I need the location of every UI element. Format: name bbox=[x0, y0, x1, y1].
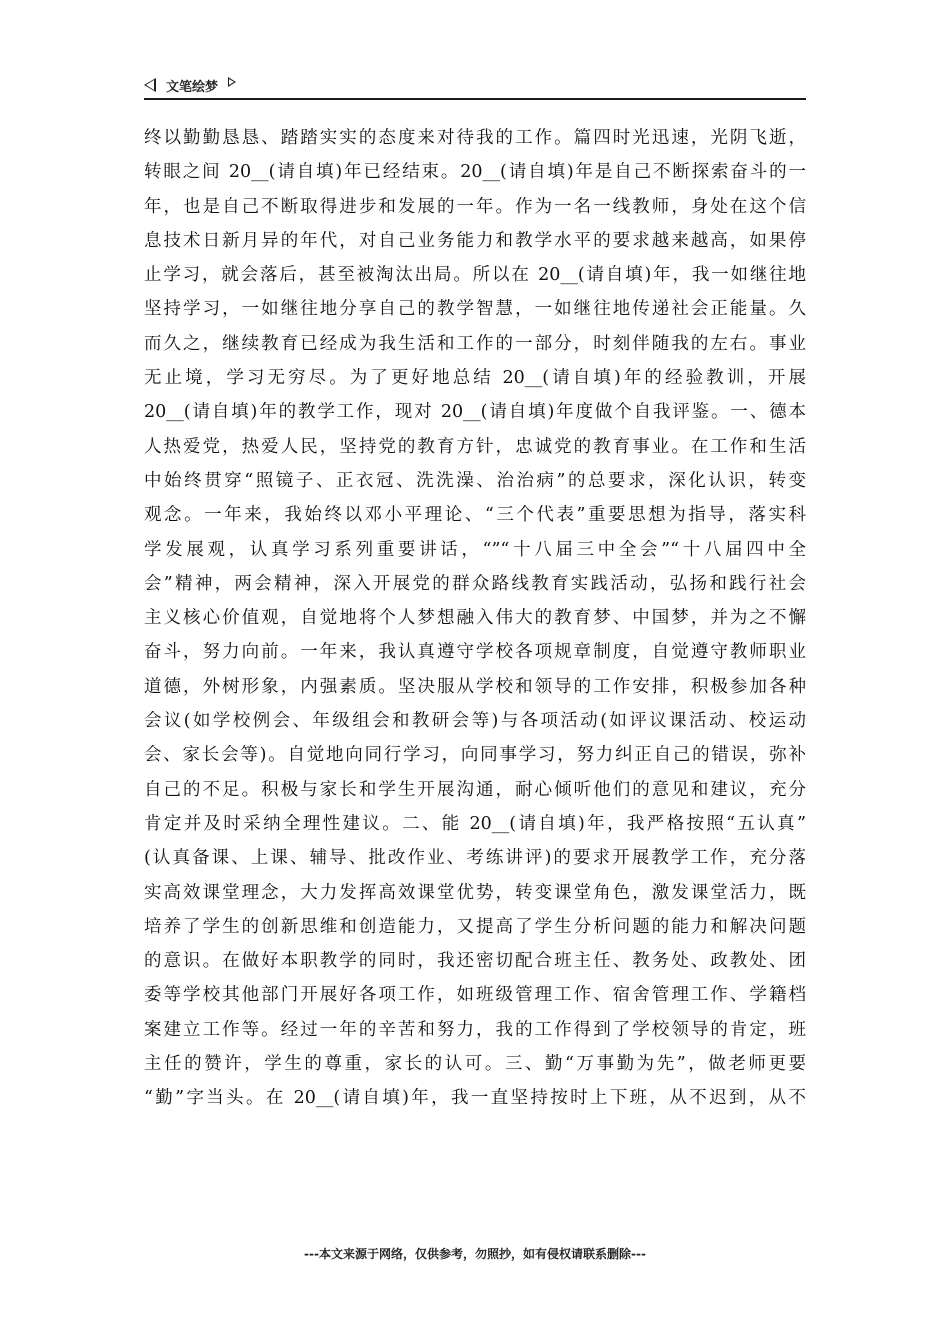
header-bar bbox=[144, 74, 806, 96]
body-line bbox=[144, 807, 806, 841]
body-line-text: “勤”字当头。在 20__(请自填)年，我一直坚持按时上下班，从不迟到，从不 bbox=[144, 1088, 806, 1109]
body-line bbox=[144, 567, 806, 601]
body-line bbox=[144, 498, 806, 532]
page-header bbox=[144, 74, 806, 100]
body-line-text: 奋斗，努力向前。一年来，我认真遵守学校各项规章制度，自觉遵守教师职业 bbox=[144, 642, 806, 663]
body-line-text: 人热爱党，热爱人民，坚持党的教育方针，忠诚党的教育事业。在工作和生活 bbox=[144, 436, 806, 457]
body-line-text: 转眼之间 20__(请自填)年已经结束。20__(请自填)年是自己不断探索奋斗的一 bbox=[144, 162, 806, 183]
body-line bbox=[144, 704, 806, 738]
body-line-text: 会”精神，两会精神，深入开展党的群众路线教育实践活动，弘扬和践行社会 bbox=[144, 573, 806, 594]
triangle-left-outline-icon bbox=[144, 78, 156, 92]
body-line bbox=[144, 910, 806, 944]
body-line bbox=[144, 1013, 806, 1047]
body-line-text: 自己的不足。积极与家长和学生开展沟通，耐心倾听他们的意见和建议，充分 bbox=[144, 779, 806, 800]
body-line bbox=[144, 258, 806, 292]
body-line bbox=[144, 841, 806, 875]
body-line-text: 培养了学生的创新思维和创造能力，又提高了学生分析问题的能力和解决问题 bbox=[144, 916, 806, 937]
body-line bbox=[144, 464, 806, 498]
body-line-text: 无止境，学习无穷尽。为了更好地总结 20__(请自填)年的经验教训，开展 bbox=[144, 368, 806, 389]
body-line bbox=[144, 601, 806, 635]
body-line bbox=[144, 395, 806, 429]
body-line-text: 案建立工作等。经过一年的辛苦和努力，我的工作得到了学校领导的肯定，班 bbox=[144, 1019, 806, 1040]
body-line bbox=[144, 978, 806, 1012]
footer-notice: ---本文来源于网络，仅供参考，勿照抄，如有侵权请联系删除--- bbox=[304, 1247, 646, 1261]
body-line bbox=[144, 224, 806, 258]
body-line bbox=[144, 670, 806, 704]
body-line bbox=[144, 292, 806, 326]
body-line bbox=[144, 430, 806, 464]
body-line-text: (认真备课、上课、辅导、批改作业、考练讲评)的要求开展教学工作，充分落 bbox=[144, 848, 806, 869]
body-line-text: 肯定并及时采纳全理性建议。二、能 20__(请自填)年，我严格按照“五认真” bbox=[144, 813, 806, 834]
body-line bbox=[144, 635, 806, 669]
body-line-text: 主义核心价值观，自觉地将个人梦想融入伟大的教育梦、中国梦，并为之不懈 bbox=[144, 608, 806, 629]
body-line bbox=[144, 773, 806, 807]
body-line-text: 的意识。在做好本职教学的同时，我还密切配合班主任、教务处、政教处、团 bbox=[144, 951, 806, 972]
body-line-text: 道德，外树形象，内强素质。坚决服从学校和领导的工作安排，积极参加各种 bbox=[144, 676, 806, 697]
body-line-text: 委等学校其他部门开展好各项工作，如班级管理工作、宿舍管理工作、学籍档 bbox=[144, 985, 806, 1006]
header-brand: 文笔绘梦 bbox=[166, 79, 219, 95]
body-line-text: 终以勤勤恳恳、踏踏实实的态度来对待我的工作。篇四时光迅速，光阴飞逝， bbox=[144, 128, 806, 148]
body-line-text: 而久之，继续教育已经成为我生活和工作的一部分，时刻伴随我的左右。事业 bbox=[144, 333, 806, 354]
body-line bbox=[144, 121, 806, 155]
body-line bbox=[144, 190, 806, 224]
body-line bbox=[144, 1047, 806, 1081]
body-line-text: 会议(如学校例会、年级组会和教研会等)与各项活动(如评议课活动、校运动 bbox=[144, 711, 806, 732]
body-line bbox=[144, 738, 806, 772]
body-line-text: 主任的赞许，学生的尊重，家长的认可。三、勤“万事勤为先”，做老师更要 bbox=[144, 1054, 806, 1075]
body-line bbox=[144, 533, 806, 567]
body-line bbox=[144, 1081, 806, 1115]
body-line-text: 年，也是自己不断取得进步和发展的一年。作为一名一线教师，身处在这个信 bbox=[144, 196, 806, 217]
body-line-text: 息技术日新月异的年代，对自己业务能力和教学水平的要求越来越高，如果停 bbox=[144, 230, 806, 251]
body-line-text: 会、家长会等)。自觉地向同行学习，向同事学习，努力纠正自己的错误，弥补 bbox=[144, 745, 806, 766]
body-line-text: 中始终贯穿“照镜子、正衣冠、洗洗澡、治治病”的总要求，深化认识，转变 bbox=[144, 470, 806, 491]
body-line-text: 止学习，就会落后，甚至被淘汰出局。所以在 20__(请自填)年，我一如继往地 bbox=[144, 265, 806, 286]
body-line bbox=[144, 155, 806, 189]
body-line-text: 学发展观，认真学习系列重要讲话，“”“十八届三中全会”“十八届四中全 bbox=[144, 539, 806, 560]
body-line bbox=[144, 944, 806, 978]
triangle-right-outline-icon bbox=[228, 77, 236, 87]
body-line bbox=[144, 327, 806, 361]
body-line bbox=[144, 876, 806, 910]
body-line bbox=[144, 361, 806, 395]
body-line-text: 观念。一年来，我始终以邓小平理论、“三个代表”重要思想为指导，落实科 bbox=[144, 505, 806, 526]
body-line-text: 实高效课堂理念，大力发挥高效课堂优势，转变课堂角色，激发课堂活力，既 bbox=[144, 882, 806, 903]
document-body bbox=[144, 121, 806, 1116]
body-line-text: 20__(请自填)年的教学工作，现对 20__(请自填)年度做个自我评鉴。一、德本 bbox=[144, 402, 806, 423]
body-line-text: 坚持学习，一如继往地分享自己的教学智慧，一如继往地传递社会正能量。久 bbox=[144, 299, 806, 320]
